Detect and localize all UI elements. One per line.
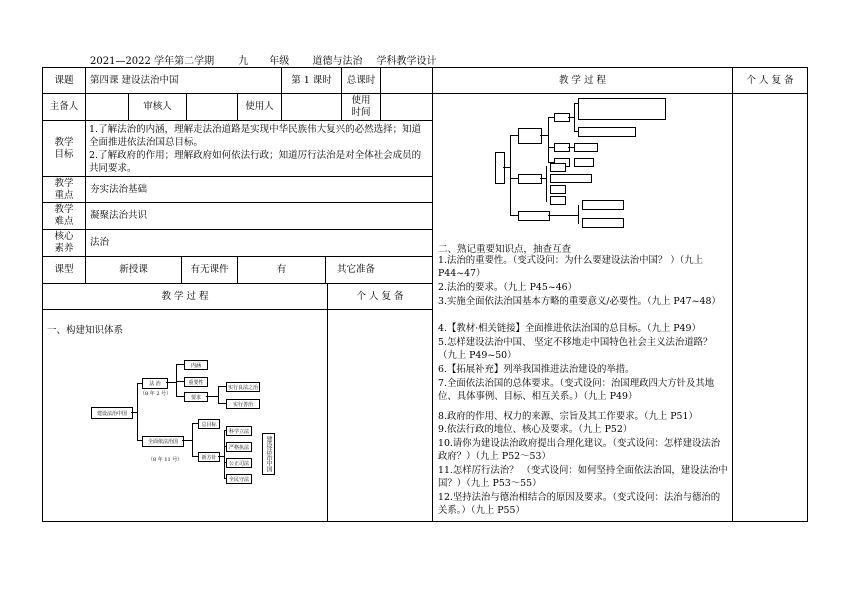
difficult-value: 凝聚法治共识: [90, 210, 148, 221]
question-item: 4.【教材·相关链接】全面推进依法治国的总目标。（九上 P49）: [438, 323, 701, 334]
document-header: [90, 52, 436, 68]
question-item: 5.怎样建设法治中国、 坚定不移地走中国特色社会主义法治道路？（九上 P49~50）: [438, 337, 713, 362]
diagram-sub-good-law: 实行良法之治: [226, 382, 260, 392]
question-item: 3.实施全面依法治国基本方略的重要意义/必要性。（九上 P47~48）: [438, 296, 721, 307]
review-header-right: 个 人 复 备: [746, 74, 794, 86]
diagram-item-new-policy: 新方针: [198, 452, 220, 462]
key-value: 夯实法治基础: [90, 183, 148, 195]
key-label: 教学重点: [54, 177, 74, 201]
diagram-sub-law-abiding: 全民守法: [226, 474, 252, 484]
question-item: 11.怎样厉行法治？ （变式设问：如何坚持全面依法治国，建设法治中国？）（九上 P53～55）: [438, 465, 728, 490]
question-item: 6.【拓展补充】列举我国推进法治建设的举措。: [438, 364, 635, 375]
reviewer-label: 审核人: [143, 101, 172, 112]
diagram-item-connotation: 内涵: [184, 360, 208, 370]
section2-title: 二、熟记重要知识点，抽查互查: [438, 244, 572, 255]
diagram-item-general-goal: 总目标: [198, 419, 220, 429]
header-prefix: 2021—2022 学年第二学期: [90, 56, 215, 67]
topic-label: 课题: [54, 74, 74, 86]
diagram-root: 建设法治中国: [91, 407, 133, 419]
goal-value: 1.了解法治的内涵，理解走法治道路是实现中华民族伟大复兴的必然选择；知道全面推进依法治国总目标。 2.了解政府的作用；理解政府如何依法行政；知道厉行法治是对全体社会成员的共同要求。: [89, 123, 422, 174]
question-item: 7.全面依法治国的总体要求。（变式设问：治国理政四大方针及其地位、具体事例、目标、相互关系。）（九上 P49）: [438, 378, 715, 403]
process-header-right: 教 学 过 程: [558, 74, 607, 86]
diagram-branch-rule-by-law: 全面依法治国: [142, 436, 184, 447]
process-header-left: 教 学 过 程: [161, 290, 209, 302]
diagram-vertical-title: 建设法治中国: [262, 433, 275, 475]
header-subject: 道德与法治: [298, 52, 376, 68]
question-item: 8.政府的作用、权力的来源、宗旨及其工作要求。（九上 P51）: [438, 411, 698, 422]
courseware-label: 有无课件: [190, 264, 229, 275]
diagram-branch1-note: （8 年 2 号）: [140, 391, 172, 397]
other-prep-label: 其它准备: [336, 264, 375, 275]
topic-value: 第四课 建设法治中国: [90, 74, 179, 86]
courseware-value: 有: [276, 264, 287, 275]
review-header-left: 个 人 复 备: [356, 290, 404, 302]
literacy-value: 法治: [90, 237, 110, 248]
header-grade: 九: [217, 52, 269, 68]
question-item: 1.法治的重要性。（变式设问：为什么要建设法治中国？ ）（九上 P44~47）: [438, 255, 704, 280]
diagram-sub-scientific-legislation: 科学立法: [226, 426, 252, 436]
type-label: 课型: [54, 264, 74, 275]
goal-label: 教学目标: [54, 136, 74, 160]
difficult-label: 教学难点: [54, 204, 74, 227]
diagram-sub-strict-enforcement: 严格执法: [226, 442, 252, 452]
preparer-label: 主备人: [49, 101, 79, 112]
diagram-item-requirement: 要求: [184, 392, 208, 402]
question-item: 2.法治的要求。（九上 P45~46）: [438, 282, 578, 293]
use-time-label: 使用时间: [351, 95, 371, 118]
diagram-sub-good-governance: 实行善治: [226, 399, 260, 409]
header-suffix: 学科教学设计: [376, 56, 437, 67]
diagram-branch2-note: （8 年 11 号）: [148, 457, 183, 463]
diagram-item-importance: 重要性: [184, 377, 208, 387]
diagram-sub-fair-justice: 公正司法: [226, 458, 252, 468]
question-item: 12.坚持法治与德治相结合的原因及要求。（变式设问：法治与德治的关系。）（九上 P55）: [438, 492, 721, 517]
header-grade-suffix: 年级: [269, 56, 290, 67]
question-item: 9.依法行政的地位、核心及要求。（九上 P52）: [438, 424, 633, 435]
question-item: 10.请你为建设法治政府提出合理化建议。（变式设问：怎样建设法治政府？）（九上 P52～53）: [438, 438, 721, 463]
section1-title: 一、构建知识体系: [47, 325, 124, 336]
literacy-label: 核心素养: [54, 231, 74, 254]
user-label: 使用人: [245, 101, 274, 112]
total-periods-label: 总课时: [346, 74, 376, 86]
type-value: 新授课: [119, 264, 148, 275]
period-label: 第 1 课时: [291, 74, 332, 86]
diagram-branch-rule-of-law: 法 治: [142, 378, 168, 389]
